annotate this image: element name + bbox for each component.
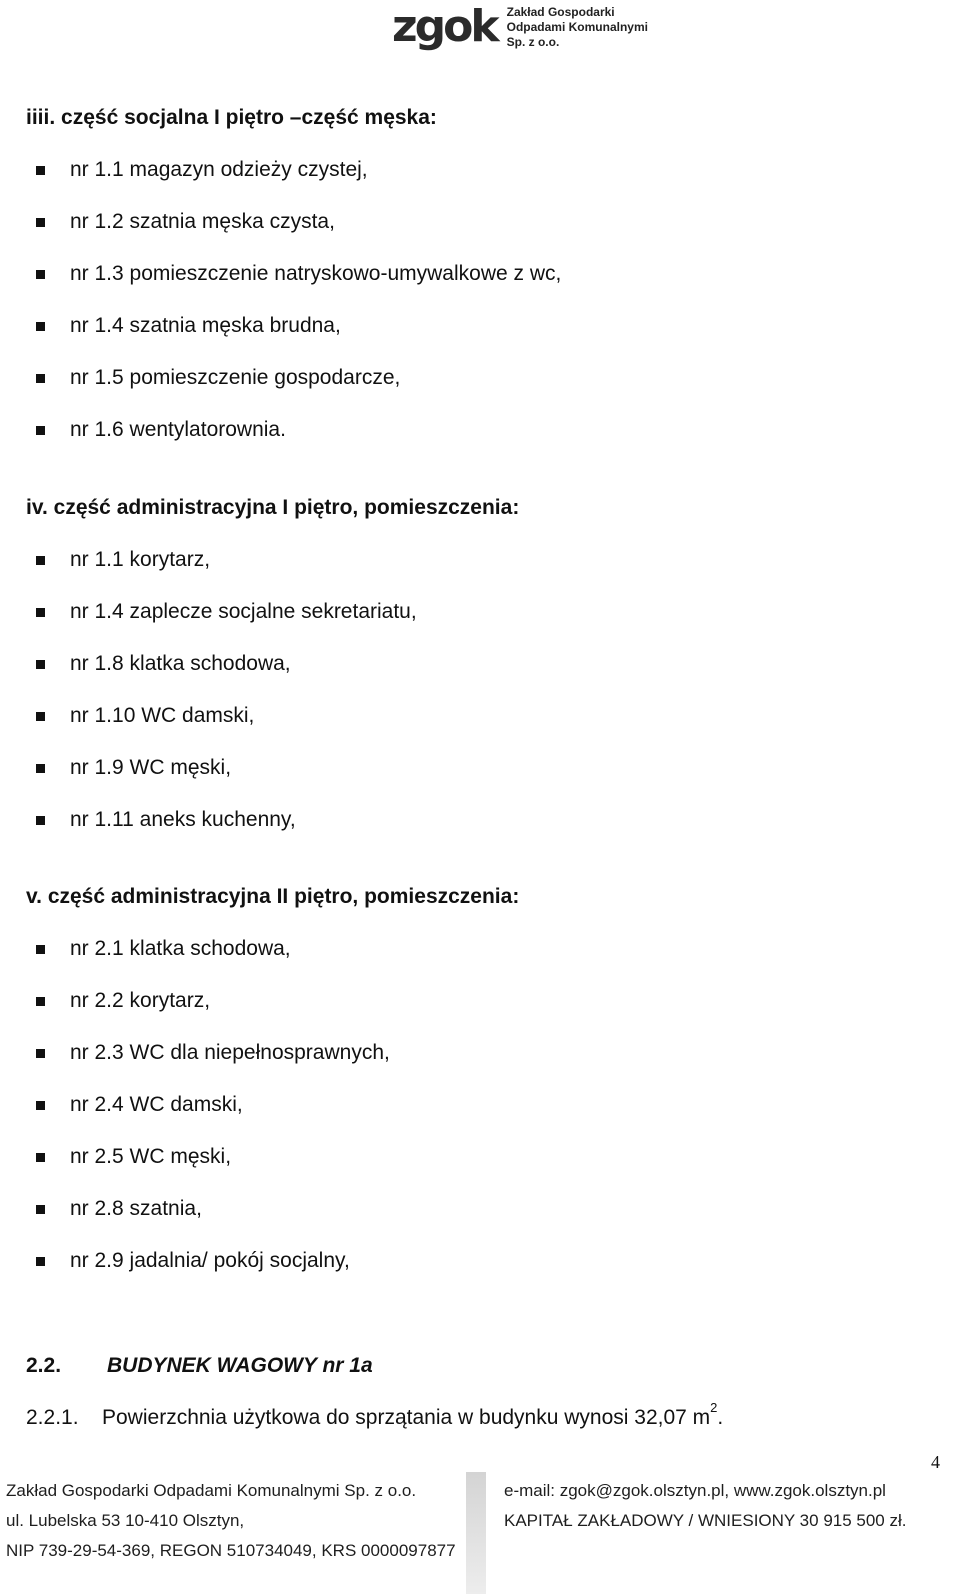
section-number: iiii. [26, 106, 56, 129]
section-title: część administracyjna I piętro, pomieszczenia: [53, 496, 520, 519]
list-item [36, 704, 254, 728]
square-bullet-icon [36, 997, 45, 1006]
list-item [36, 808, 296, 832]
square-bullet-icon [36, 608, 45, 617]
square-bullet-icon [36, 322, 45, 331]
paragraph-body: Powierzchnia użytkowa do sprzątania w budynku wynosi 32,07 m [102, 1406, 711, 1429]
section-title: część socjalna I piętro –część męska: [61, 106, 437, 129]
square-bullet-icon [36, 166, 45, 175]
section-heading [26, 496, 519, 520]
list-item [36, 366, 400, 390]
list-item [36, 418, 286, 442]
section-title: część administracyjna II piętro, pomieszczenia: [47, 885, 520, 908]
footer-contact: e-mail: zgok@zgok.olsztyn.pl, www.zgok.olsztyn.pl [504, 1481, 886, 1500]
footer-company-name: Zakład Gospodarki Odpadami Komunalnymi Sp. z o.o. [6, 1481, 417, 1500]
footer-company-info [6, 1476, 456, 1566]
square-bullet-icon [36, 945, 45, 954]
list-item [36, 314, 341, 338]
square-bullet-icon [36, 556, 45, 565]
logo-subtitle-line2: Odpadami Komunalnymi Sp. z o.o. [506, 19, 648, 49]
building-number: 2.2. [26, 1354, 62, 1377]
list-item [36, 1145, 231, 1169]
section-heading [26, 106, 437, 130]
list-item-text: nr 2.2 korytarz, [70, 989, 211, 1012]
section-heading [26, 885, 519, 909]
list-item-text: nr 1.5 pomieszczenie gospodarcze, [70, 366, 401, 389]
paragraph-number: 2.2.1. [26, 1406, 79, 1429]
list-item [36, 989, 210, 1013]
square-bullet-icon [36, 712, 45, 721]
list-item [36, 652, 291, 676]
superscript: 2 [710, 1400, 718, 1415]
square-bullet-icon [36, 764, 45, 773]
footer-registration: NIP 739-29-54-369, REGON 510734049, KRS 0000097877 [6, 1541, 456, 1560]
footer-divider [466, 1472, 486, 1594]
list-item-text: nr 2.9 jadalnia/ pokój socjalny, [70, 1249, 350, 1272]
building-title: BUDYNEK WAGOWY nr 1a [107, 1354, 373, 1377]
square-bullet-icon [36, 660, 45, 669]
list-item-text: nr 2.1 klatka schodowa, [70, 937, 291, 960]
list-item [36, 1041, 390, 1065]
list-item [36, 756, 231, 780]
list-item-text: nr 1.4 zaplecze socjalne sekretariatu, [70, 600, 417, 623]
list-item-text: nr 1.11 aneks kuchenny, [70, 808, 296, 831]
paragraph-tail: . [717, 1406, 724, 1429]
square-bullet-icon [36, 270, 45, 279]
list-item [36, 1197, 202, 1221]
section-number: iv. [26, 496, 48, 519]
list-item-text: nr 1.8 klatka schodowa, [70, 652, 291, 675]
page-footer [0, 1470, 960, 1594]
footer-capital: KAPITAŁ ZAKŁADOWY / WNIESIONY 30 915 500 zł. [504, 1511, 907, 1530]
list-item-text: nr 1.6 wentylatorownia. [70, 418, 286, 441]
paragraph-text [102, 1400, 724, 1430]
square-bullet-icon [36, 374, 45, 383]
square-bullet-icon [36, 1257, 45, 1266]
list-item-text: nr 1.1 magazyn odzieży czystej, [70, 158, 368, 181]
square-bullet-icon [36, 1153, 45, 1162]
list-item-text: nr 1.4 szatnia męska brudna, [70, 314, 341, 337]
section-number: v. [26, 885, 42, 908]
list-item-text: nr 2.5 WC męski, [70, 1145, 232, 1168]
list-item-text: nr 2.4 WC damski, [70, 1093, 243, 1116]
square-bullet-icon [36, 1049, 45, 1058]
list-item [36, 548, 210, 572]
square-bullet-icon [36, 1205, 45, 1214]
square-bullet-icon [36, 816, 45, 825]
list-item-text: nr 2.3 WC dla niepełnosprawnych, [70, 1041, 390, 1064]
company-logo [392, 2, 652, 52]
list-item [36, 600, 417, 624]
list-item-text: nr 1.9 WC męski, [70, 756, 232, 779]
footer-contact-info [504, 1476, 907, 1536]
list-item-text: nr 2.8 szatnia, [70, 1197, 202, 1220]
list-item [36, 937, 291, 961]
logo-wordmark: zgok [392, 1, 497, 52]
square-bullet-icon [36, 426, 45, 435]
list-item [36, 210, 335, 234]
list-item-text: nr 1.2 szatnia męska czysta, [70, 210, 335, 233]
square-bullet-icon [36, 218, 45, 227]
list-item [36, 158, 368, 182]
list-item [36, 1249, 350, 1273]
building-heading [26, 1354, 373, 1378]
logo-subtitle-line1: Zakład Gospodarki [506, 4, 615, 19]
page-number: 4 [931, 1452, 940, 1472]
list-item-text: nr 1.1 korytarz, [70, 548, 211, 571]
logo-subtitle [507, 5, 652, 50]
list-item [36, 1093, 243, 1117]
square-bullet-icon [36, 1101, 45, 1110]
list-item-text: nr 1.3 pomieszczenie natryskowo-umywalkowe z wc, [70, 262, 562, 285]
list-item-text: nr 1.10 WC damski, [70, 704, 255, 727]
footer-address: ul. Lubelska 53 10-410 Olsztyn, [6, 1511, 245, 1530]
list-item [36, 262, 561, 286]
area-paragraph [26, 1400, 724, 1430]
